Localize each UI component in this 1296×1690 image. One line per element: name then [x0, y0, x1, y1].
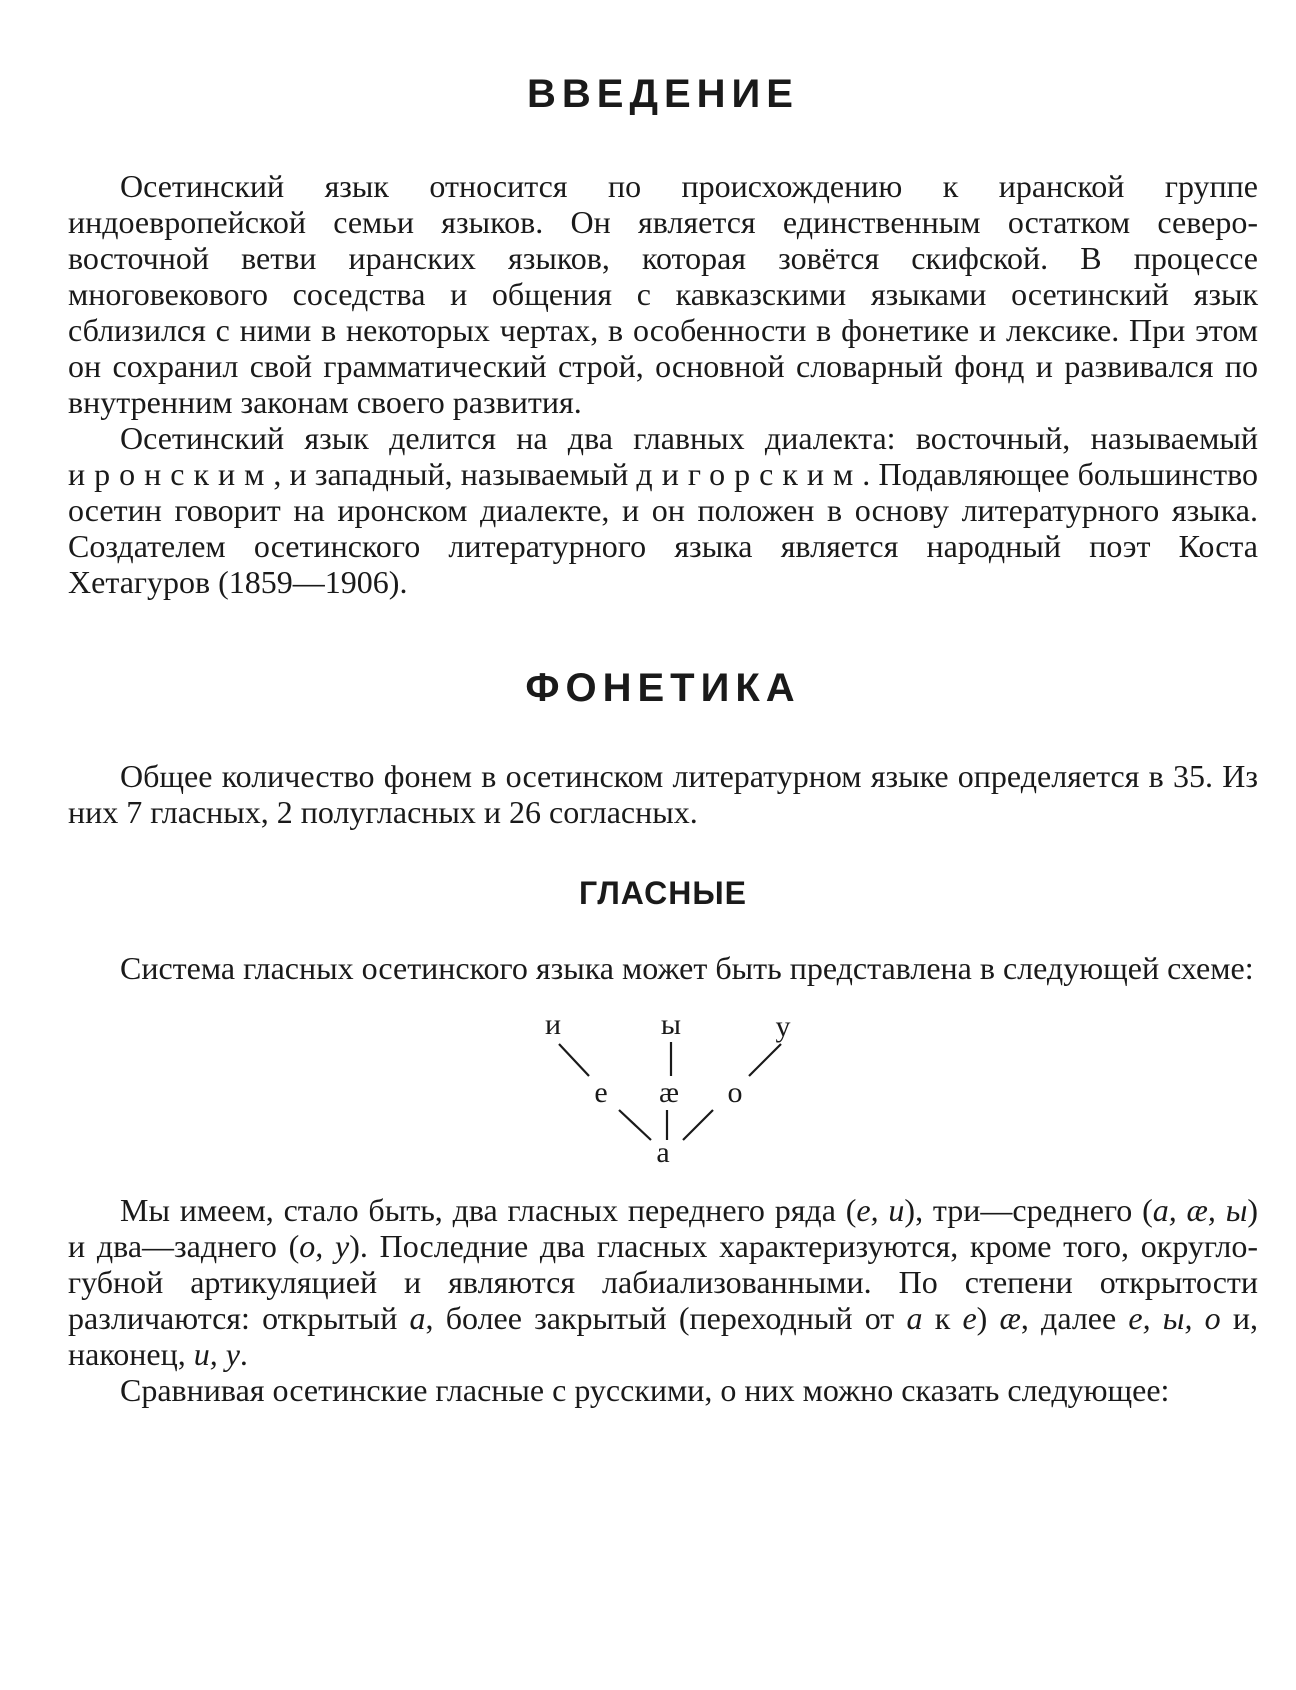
text-segment: и, наконец,	[68, 1300, 1259, 1373]
italic-vowel-segment: а, æ, ы	[1152, 1192, 1248, 1229]
document-page	[68, 60, 1258, 1408]
vowel-top-right: у	[775, 1010, 791, 1044]
phonetics-paragraph-1: Общее количество фонем в осетинском литературном языке определяется в 35. Из них 7 гласных, 2 полугласных и 26 согласных.	[68, 758, 1258, 830]
italic-vowel-segment: æ	[999, 1300, 1021, 1337]
italic-vowel-segment: е	[962, 1300, 977, 1337]
vowel-bottom: а	[656, 1136, 670, 1167]
section-title-phonetics: ФОНЕТИКА	[525, 666, 801, 710]
term-digorsky: дигорским	[636, 456, 863, 492]
vowels-paragraph-3: Сравнивая осетинские гласные с русскими, о них можно сказать следующее:	[120, 1372, 1170, 1409]
intro-p2-text-c: . Подавляющее большинство осетин говорит на иронском диалекте, и он положен в основу литературного языка. Создателем осетинского литературного языка является народный поэт Коста Хетагуров (1859—1906).	[68, 456, 1258, 600]
section-title-introduction: ВВЕДЕНИЕ	[527, 72, 799, 116]
subsection-title-vowels: ГЛАСНЫЕ	[579, 875, 747, 911]
vowel-mid-left: е	[594, 1076, 608, 1110]
schema-line-e-a	[619, 1110, 651, 1140]
text-segment: , более закрытый (переходный от	[425, 1300, 907, 1337]
text-segment: к	[922, 1300, 963, 1337]
text-segment: .	[239, 1336, 248, 1373]
schema-line-i-e	[559, 1044, 589, 1076]
italic-vowel-segment: а	[906, 1300, 923, 1337]
italic-vowel-segment: и, у	[193, 1336, 240, 1373]
vowel-top-mid: ы	[660, 1008, 682, 1042]
schema-line-o-a	[683, 1110, 713, 1140]
vowels-paragraph-2	[68, 1192, 1258, 1372]
italic-vowel-segment: е, и	[856, 1192, 905, 1229]
vowel-mid-mid: æ	[658, 1076, 680, 1110]
text-segment: )	[976, 1300, 1000, 1337]
term-ironsky: иронским	[68, 456, 274, 492]
vowel-schema-diagram	[513, 1006, 813, 1166]
italic-vowel-segment: а	[409, 1300, 426, 1337]
vowel-top-left: и	[544, 1008, 562, 1042]
schema-line-u-o	[749, 1044, 781, 1076]
intro-paragraph-1: Осетинский язык относится по происхождению к иранской группе индоевропейской семьи языков. Он является единственным остатком северо-восточной ветви иранских языков, которая зовётся скифской. В процессе многовекового соседства и общения с кавказскими языками осетинский язык сблизился с ними в некоторых чертах, в особенности в фонетике и лексике. При этом он сохранил свой грамматический строй, основной словарный фонд и развивался по внутренним законам своего развития.	[68, 168, 1258, 420]
intro-p2-text-b: , и западный, называемый	[273, 456, 637, 492]
italic-vowel-segment: о, у	[299, 1228, 350, 1265]
italic-vowel-segment: е, ы, о	[1128, 1300, 1221, 1337]
text-segment: ), три—среднего (	[904, 1192, 1153, 1229]
text-segment: ). Последние два гласных характеризуются, кроме того, округло-губной артикуляцией и являются лабиализованными. По степени открытости различаются: открытый	[68, 1228, 1259, 1337]
text-segment: , далее	[1020, 1300, 1129, 1337]
vowel-mid-right: о	[727, 1076, 743, 1110]
vowels-paragraph-1: Система гласных осетинского языка может быть представлена в следующей схеме:	[120, 950, 1254, 987]
intro-paragraph-2	[68, 420, 1258, 600]
intro-p2-text-a: Осетинский язык делится на два главных диалекта: восточный, называемый	[120, 420, 1258, 456]
text-segment: ) и два—заднего (	[68, 1192, 1259, 1265]
text-segment: Мы имеем, стало быть, два гласных переднего ряда (	[120, 1192, 857, 1229]
